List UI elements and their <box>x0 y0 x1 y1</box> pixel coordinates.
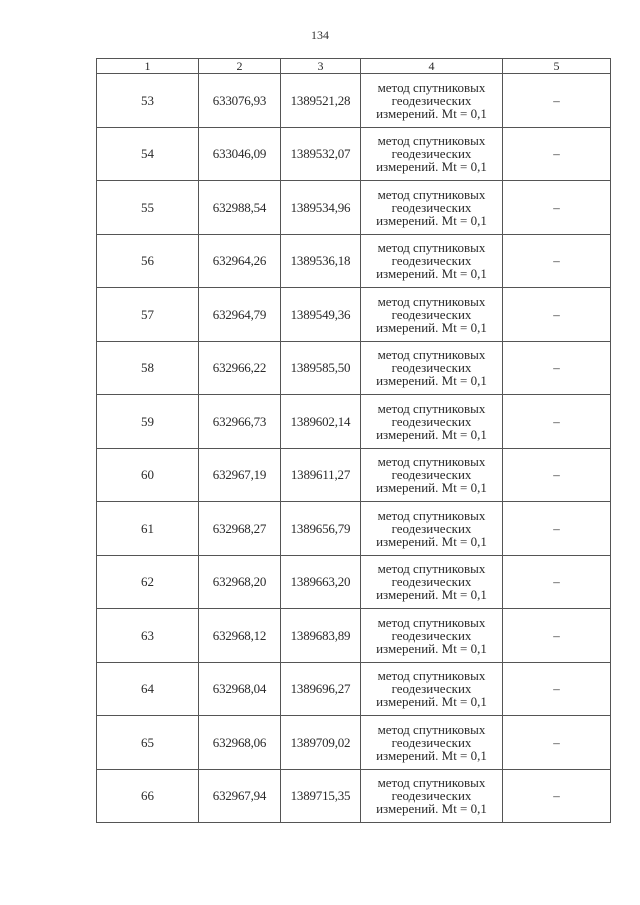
point-number-cell: 53 <box>97 74 199 128</box>
page-number: 134 <box>311 28 329 42</box>
method-cell <box>361 502 503 556</box>
method-text-line: геодезических <box>391 306 472 322</box>
x-coordinate-cell: 632966,73 <box>199 395 281 449</box>
column-header: 2 <box>199 59 281 74</box>
table-row <box>97 662 611 716</box>
method-text-line: геодезических <box>391 199 472 215</box>
point-number-cell: 65 <box>97 716 199 770</box>
column-header: 4 <box>361 59 503 74</box>
description-cell: – <box>503 502 611 556</box>
method-text-line: измерений. Mt = 0,1 <box>376 533 487 549</box>
description-cell: – <box>503 609 611 663</box>
method-text-line: измерений. Mt = 0,1 <box>376 480 487 496</box>
method-text-line: метод спутниковых <box>377 507 486 523</box>
x-coordinate-cell: 632964,79 <box>199 288 281 342</box>
description-cell: – <box>503 127 611 181</box>
y-coordinate-cell: 1389656,79 <box>281 502 361 556</box>
method-text-line: измерений. Mt = 0,1 <box>376 105 487 121</box>
description-cell: – <box>503 395 611 449</box>
description-cell: – <box>503 555 611 609</box>
x-coordinate-cell: 632968,20 <box>199 555 281 609</box>
method-text-line: геодезических <box>391 574 472 590</box>
method-text-line: геодезических <box>391 788 472 804</box>
table-row <box>97 74 611 128</box>
method-text-line: метод спутниковых <box>377 293 486 309</box>
y-coordinate-cell: 1389611,27 <box>281 448 361 502</box>
table-row <box>97 716 611 770</box>
table-row <box>97 181 611 235</box>
description-cell: – <box>503 234 611 288</box>
table-row <box>97 395 611 449</box>
y-coordinate-cell: 1389536,18 <box>281 234 361 288</box>
method-text-line: измерений. Mt = 0,1 <box>376 747 487 763</box>
method-text-line: геодезических <box>391 681 472 697</box>
method-text-line: метод спутниковых <box>377 240 486 256</box>
method-text-line: измерений. Mt = 0,1 <box>376 694 487 710</box>
method-text-line: метод спутниковых <box>377 775 486 791</box>
description-cell: – <box>503 769 611 823</box>
table-row <box>97 502 611 556</box>
method-text-line: геодезических <box>391 627 472 643</box>
column-header: 3 <box>281 59 361 74</box>
method-cell <box>361 74 503 128</box>
method-cell <box>361 127 503 181</box>
point-number-cell: 55 <box>97 181 199 235</box>
method-cell <box>361 769 503 823</box>
y-coordinate-cell: 1389532,07 <box>281 127 361 181</box>
x-coordinate-cell: 633046,09 <box>199 127 281 181</box>
y-coordinate-cell: 1389602,14 <box>281 395 361 449</box>
x-coordinate-cell: 632968,04 <box>199 662 281 716</box>
method-text-line: геодезических <box>391 360 472 376</box>
y-coordinate-cell: 1389521,28 <box>281 74 361 128</box>
point-number-cell: 63 <box>97 609 199 663</box>
y-coordinate-cell: 1389715,35 <box>281 769 361 823</box>
method-cell <box>361 662 503 716</box>
x-coordinate-cell: 632988,54 <box>199 181 281 235</box>
y-coordinate-cell: 1389683,89 <box>281 609 361 663</box>
description-cell: – <box>503 662 611 716</box>
x-coordinate-cell: 633076,93 <box>199 74 281 128</box>
table-row <box>97 288 611 342</box>
method-cell <box>361 288 503 342</box>
x-coordinate-cell: 632968,12 <box>199 609 281 663</box>
x-coordinate-cell: 632967,94 <box>199 769 281 823</box>
method-text-line: геодезических <box>391 253 472 269</box>
method-cell <box>361 341 503 395</box>
method-text-line: измерений. Mt = 0,1 <box>376 212 487 228</box>
x-coordinate-cell: 632964,26 <box>199 234 281 288</box>
method-cell <box>361 555 503 609</box>
table-row <box>97 555 611 609</box>
y-coordinate-cell: 1389534,96 <box>281 181 361 235</box>
description-cell: – <box>503 448 611 502</box>
table-row <box>97 609 611 663</box>
y-coordinate-cell: 1389585,50 <box>281 341 361 395</box>
method-text-line: измерений. Mt = 0,1 <box>376 159 487 175</box>
method-text-line: геодезических <box>391 146 472 162</box>
x-coordinate-cell: 632966,22 <box>199 341 281 395</box>
method-text-line: геодезических <box>391 92 472 108</box>
method-text-line: геодезических <box>391 734 472 750</box>
method-text-line: геодезических <box>391 520 472 536</box>
column-header: 5 <box>503 59 611 74</box>
point-number-cell: 66 <box>97 769 199 823</box>
point-number-cell: 56 <box>97 234 199 288</box>
y-coordinate-cell: 1389709,02 <box>281 716 361 770</box>
method-cell <box>361 181 503 235</box>
method-text-line: метод спутниковых <box>377 186 486 202</box>
method-cell <box>361 609 503 663</box>
table-row <box>97 341 611 395</box>
point-number-cell: 57 <box>97 288 199 342</box>
method-text-line: метод спутниковых <box>377 561 486 577</box>
table-row <box>97 127 611 181</box>
method-cell <box>361 448 503 502</box>
method-text-line: измерений. Mt = 0,1 <box>376 801 487 817</box>
method-text-line: метод спутниковых <box>377 721 486 737</box>
point-number-cell: 60 <box>97 448 199 502</box>
method-cell <box>361 395 503 449</box>
point-number-cell: 59 <box>97 395 199 449</box>
y-coordinate-cell: 1389663,20 <box>281 555 361 609</box>
point-number-cell: 54 <box>97 127 199 181</box>
method-text-line: метод спутниковых <box>377 133 486 149</box>
method-text-line: измерений. Mt = 0,1 <box>376 266 487 282</box>
method-text-line: измерений. Mt = 0,1 <box>376 319 487 335</box>
method-text-line: метод спутниковых <box>377 454 486 470</box>
method-text-line: метод спутниковых <box>377 79 486 95</box>
point-number-cell: 64 <box>97 662 199 716</box>
description-cell: – <box>503 288 611 342</box>
method-text-line: геодезических <box>391 413 472 429</box>
method-text-line: измерений. Mt = 0,1 <box>376 587 487 603</box>
method-cell <box>361 716 503 770</box>
x-coordinate-cell: 632967,19 <box>199 448 281 502</box>
y-coordinate-cell: 1389549,36 <box>281 288 361 342</box>
point-number-cell: 61 <box>97 502 199 556</box>
description-cell: – <box>503 181 611 235</box>
method-text-line: метод спутниковых <box>377 614 486 630</box>
table-row <box>97 769 611 823</box>
method-text-line: измерений. Mt = 0,1 <box>376 640 487 656</box>
description-cell: – <box>503 716 611 770</box>
method-text-line: метод спутниковых <box>377 347 486 363</box>
point-number-cell: 58 <box>97 341 199 395</box>
description-cell: – <box>503 341 611 395</box>
x-coordinate-cell: 632968,06 <box>199 716 281 770</box>
method-cell <box>361 234 503 288</box>
table-header-row <box>97 59 611 74</box>
table-row <box>97 448 611 502</box>
y-coordinate-cell: 1389696,27 <box>281 662 361 716</box>
table-row <box>97 234 611 288</box>
coordinates-table <box>96 58 611 823</box>
column-header: 1 <box>97 59 199 74</box>
x-coordinate-cell: 632968,27 <box>199 502 281 556</box>
method-text-line: метод спутниковых <box>377 668 486 684</box>
description-cell: – <box>503 74 611 128</box>
method-text-line: метод спутниковых <box>377 400 486 416</box>
point-number-cell: 62 <box>97 555 199 609</box>
method-text-line: геодезических <box>391 467 472 483</box>
method-text-line: измерений. Mt = 0,1 <box>376 373 487 389</box>
method-text-line: измерений. Mt = 0,1 <box>376 426 487 442</box>
